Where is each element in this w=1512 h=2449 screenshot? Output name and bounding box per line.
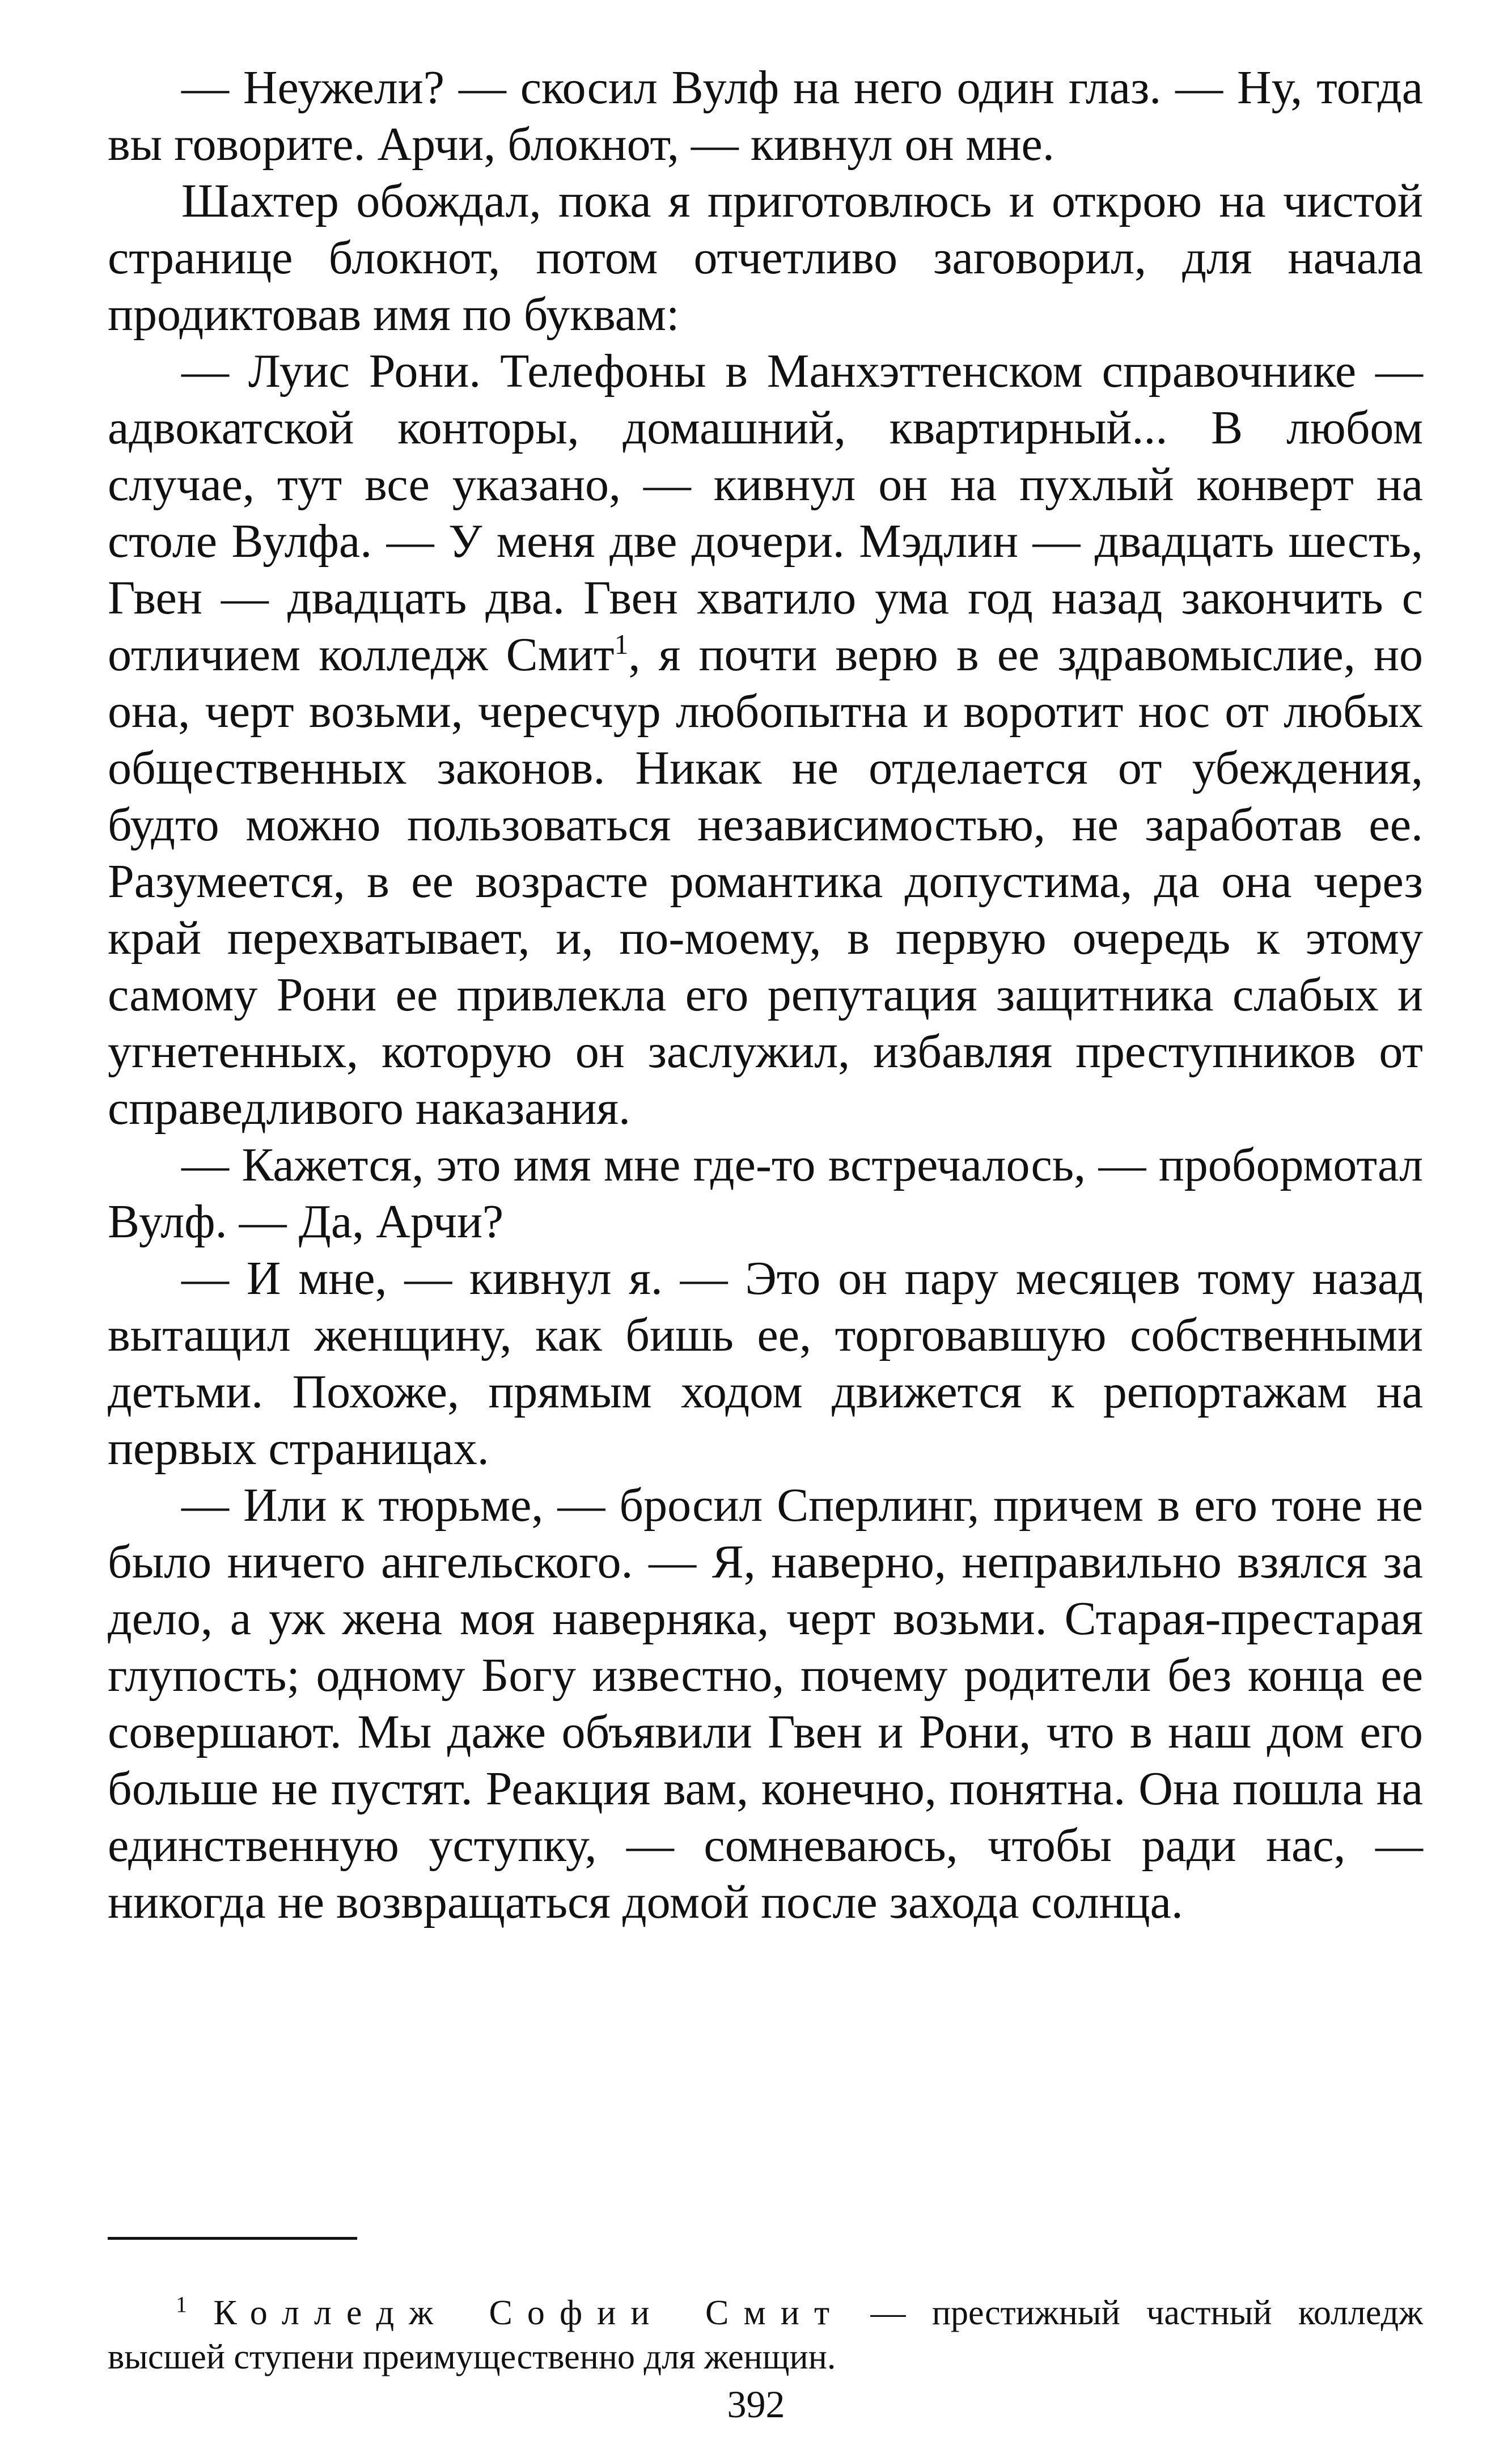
footnote-divider xyxy=(108,2237,357,2240)
paragraph: — Или к тюрьме, — бросил Сперлинг, причем в его тоне не было ничего ангельского. — Я, наверно, неправильно взялся за дело, а уж жена моя наверняка, черт возьми. Старая-престарая глупость; одному Богу известно, почему родители без конца ее совершают. Мы даже объявили Гвен и Рони, что в наш дом его больше не пустят. Реакция вам, конечно, понятна. Она пошла на единственную уступку, — сомневаюсь, чтобы ради нас, — никогда не возвращаться домой после захода солнца. xyxy=(108,1479,1423,1928)
paragraph: — Неужели? — скосил Вулф на него один глаз. — Ну, тогда вы говорите. Арчи, блокнот, — кивнул он мне. xyxy=(108,61,1423,171)
main-text xyxy=(108,60,1423,1931)
page-number: 392 xyxy=(727,2383,785,2426)
footnote xyxy=(108,2291,1423,2379)
paragraph-part: — Луис Рони. Телефоны в Манхэттенском справочнике — адвокатской конторы, домашний, квартирный... В любом случае, тут все указано, — кивнул он на пухлый конверт на столе Вулфа. — У меня две дочери. Мэдлин — двадцать шесть, Гвен — двадцать два. Гвен хватило ума год назад закончить с отличием колледж Смит xyxy=(108,345,1423,681)
paragraph-with-footnote xyxy=(108,343,1423,1137)
paragraph: Шахтер обождал, пока я приготовлюсь и открою на чистой странице блокнот, потом отчетливо заговорил, для начала продиктовав имя по буквам: xyxy=(108,175,1423,341)
footnote-reference[interactable]: 1 xyxy=(614,628,629,660)
footnote-term: Колледж Софии Смит xyxy=(213,2294,845,2332)
footnote-text: — престижный частный колледж высшей ступени преимущественно для женщин. xyxy=(108,2294,1423,2376)
paragraph: — Кажется, это имя мне где-то встречалось, — пробормотал Вулф. — Да, Арчи? xyxy=(108,1139,1423,1248)
paragraph: — И мне, — кивнул я. — Это он пару месяцев тому назад вытащил женщину, как бишь ее, торговавшую собственными детьми. Похоже, прямым ходом движется к репортажам на первых страницах. xyxy=(108,1252,1423,1475)
paragraph-part: , я почти верю в ее здравомыслие, но она, черт возьми, чересчур любопытна и воротит нос от любых общественных законов. Никак не отделается от убеждения, будто можно пользоваться независимостью, не заработав ее. Разумеется, в ее возрасте романтика допустима, да она через край перехватывает, и, по-моему, в первую очередь к этому самому Рони ее привлекла его репутация защитника слабых и угнетенных, которую он заслужил, избавляя преступников от справедливого наказания. xyxy=(108,628,1423,1135)
footnote-marker: 1 xyxy=(176,2291,187,2317)
